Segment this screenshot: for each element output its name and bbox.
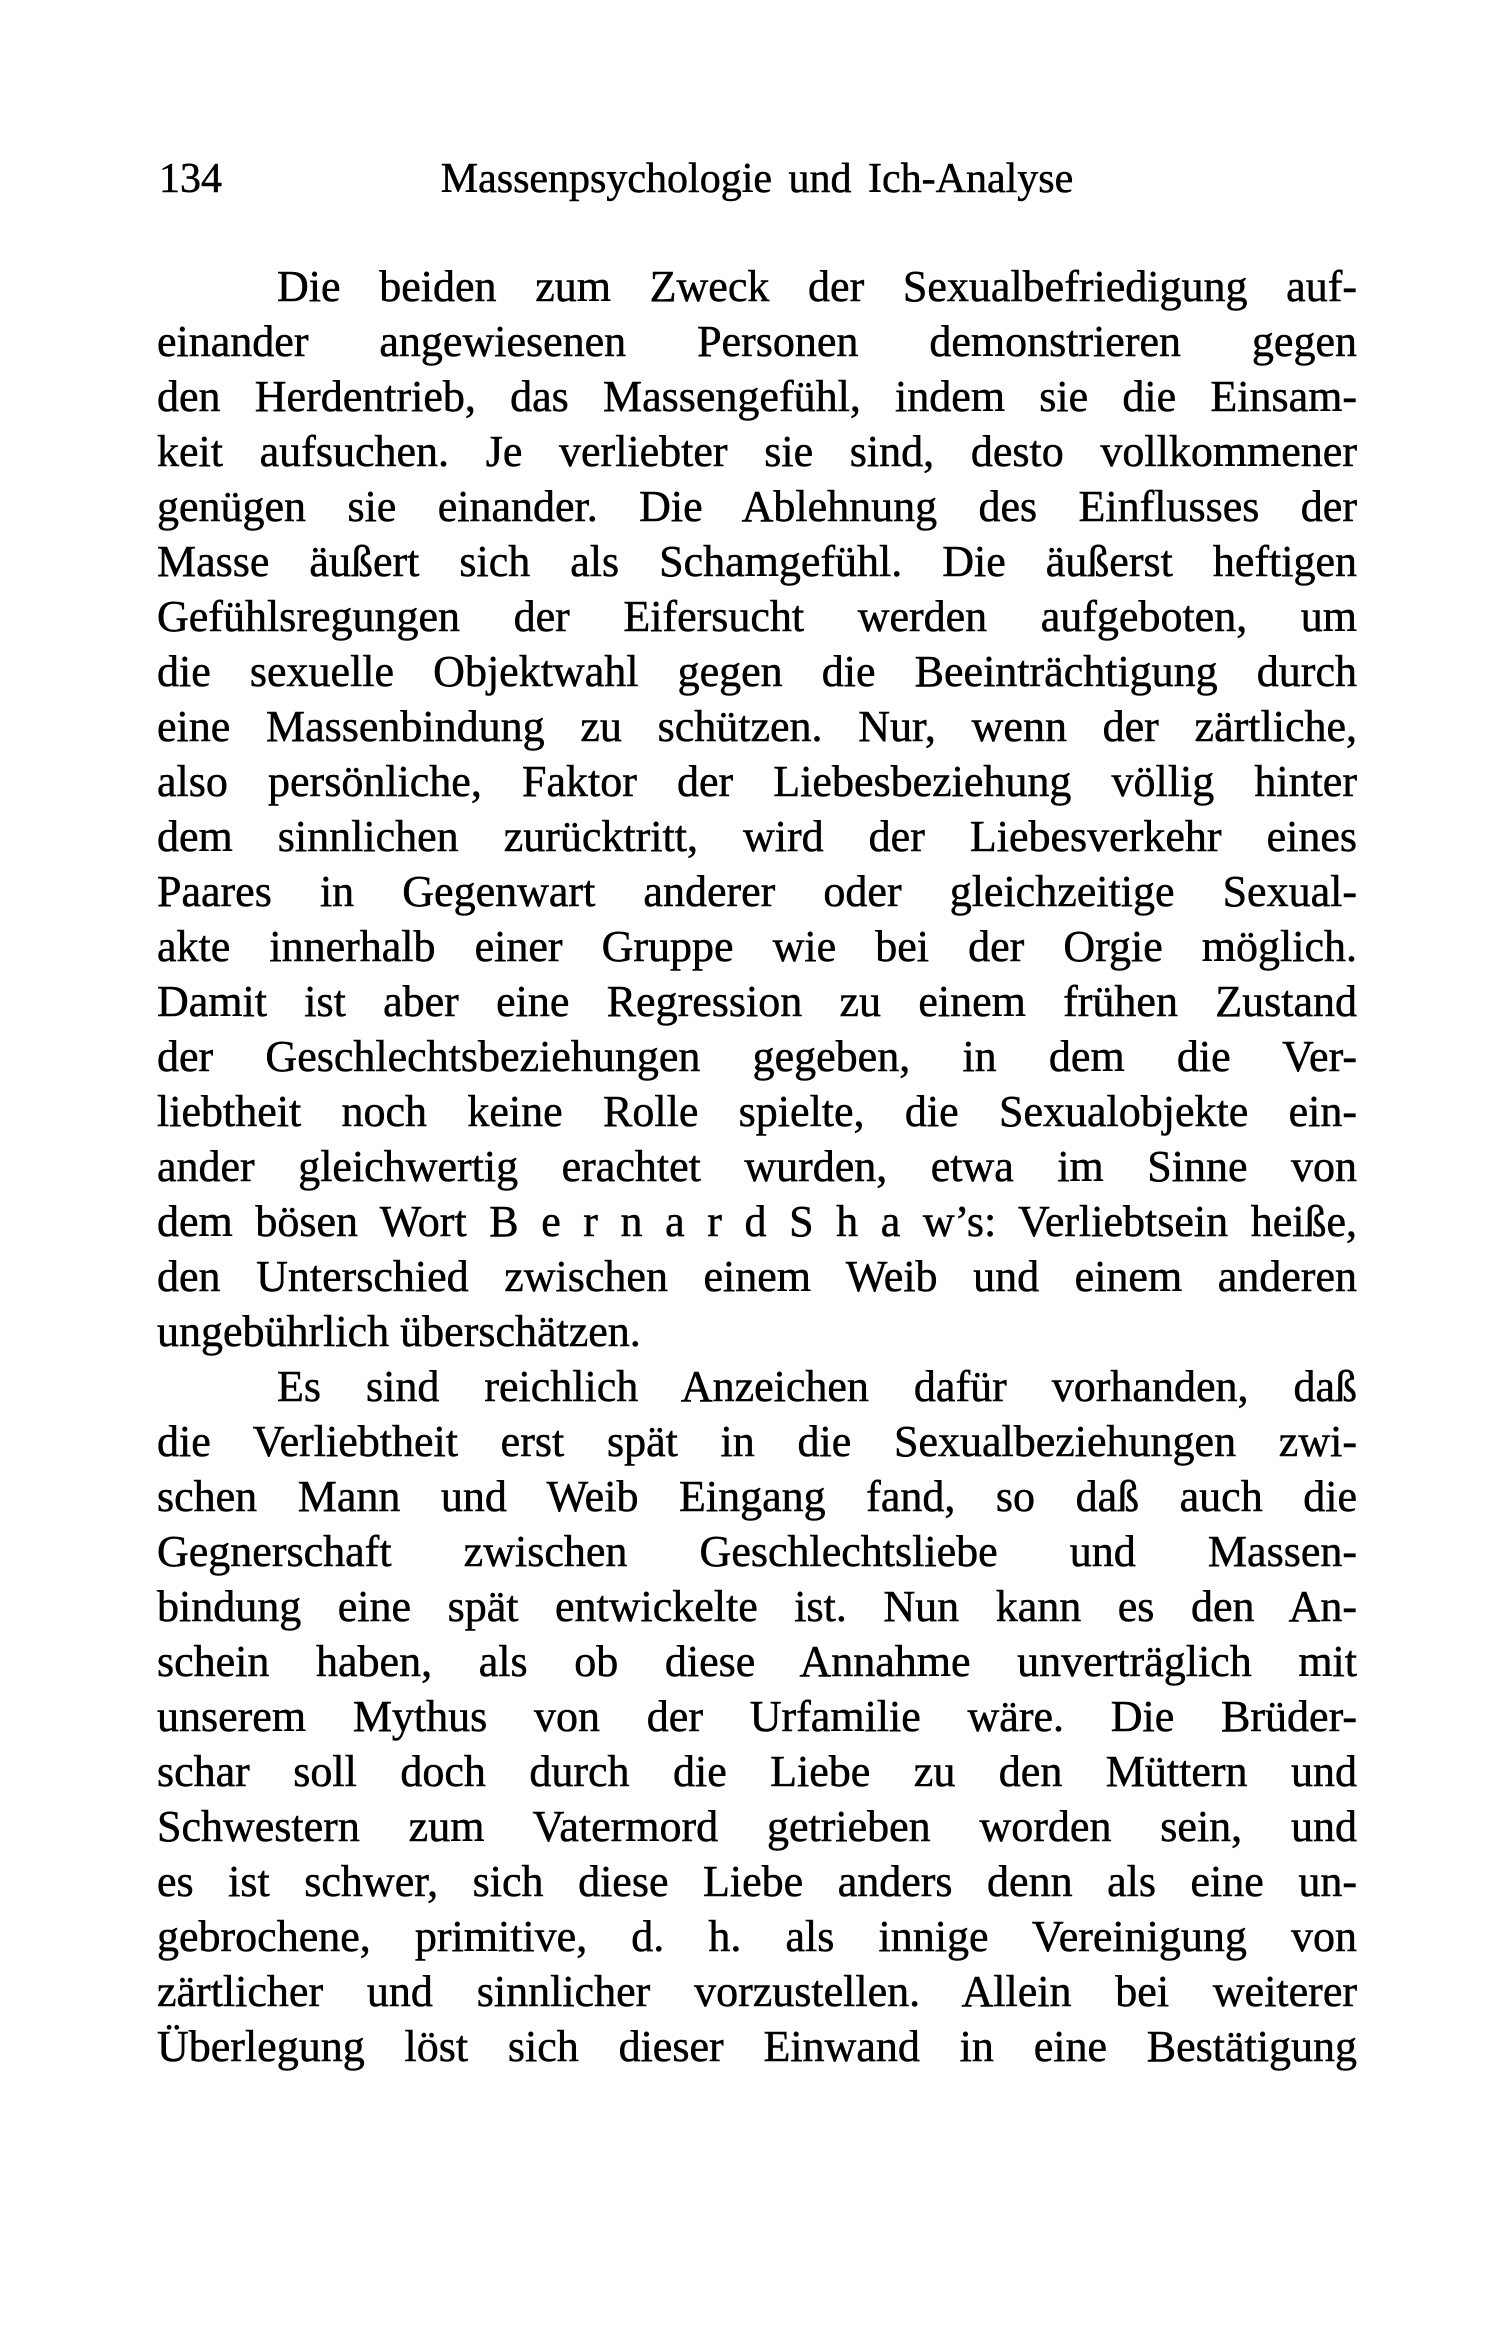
text-line: den Herdentrieb, das Massengefühl, indem sie die Einsam- [157, 372, 1357, 421]
page-number: 134 [159, 156, 222, 202]
text-line: schar soll doch durch die Liebe zu den Müttern und [157, 1747, 1357, 1796]
text-line: Masse äußert sich als Schamgefühl. Die äußerst heftigen [157, 537, 1357, 586]
text-line: schein haben, als ob diese Annahme unverträglich mit [157, 1637, 1357, 1686]
text-line: genügen sie einander. Die Ablehnung des Einflusses der [157, 482, 1357, 531]
text-line: einander angewiesenen Personen demonstrieren gegen [157, 317, 1357, 366]
text-line: gebrochene, primitive, d. h. als innige Vereinigung von [157, 1912, 1357, 1961]
text-line: ungebührlich überschätzen. [157, 1307, 641, 1356]
text-line: Überlegung löst sich dieser Einwand in eine Bestätigung [157, 2022, 1357, 2071]
text-line: Gefühlsregungen der Eifersucht werden aufgeboten, um [157, 592, 1357, 641]
text-line: schen Mann und Weib Eingang fand, so daß auch die [157, 1472, 1357, 1521]
text-line: unserem Mythus von der Urfamilie wäre. Die Brüder- [157, 1692, 1357, 1741]
text-line: zärtlicher und sinnlicher vorzustellen. Allein bei weiterer [157, 1967, 1357, 2016]
text-line: also persönliche, Faktor der Liebesbeziehung völlig hinter [157, 757, 1357, 806]
text-line: Gegnerschaft zwischen Geschlechtsliebe und Massen- [157, 1527, 1357, 1576]
text-line: die sexuelle Objektwahl gegen die Beeinträchtigung durch [157, 647, 1357, 696]
text-line: den Unterschied zwischen einem Weib und einem anderen [157, 1252, 1357, 1301]
text-line: Schwestern zum Vatermord getrieben worden sein, und [157, 1802, 1357, 1851]
text-line: Es sind reichlich Anzeichen dafür vorhanden, daß [277, 1362, 1357, 1411]
text-line: der Geschlechtsbeziehungen gegeben, in dem die Ver- [157, 1032, 1357, 1081]
text-line: keit aufsuchen. Je verliebter sie sind, desto vollkommener [157, 427, 1357, 476]
text-line: Paares in Gegenwart anderer oder gleichzeitige Sexual- [157, 867, 1357, 916]
text-line: dem bösen Wort B e r n a r d S h a w’s: Verliebtsein heiße, [157, 1197, 1357, 1246]
text-line: Damit ist aber eine Regression zu einem frühen Zustand [157, 977, 1357, 1026]
text-line: dem sinnlichen zurücktritt, wird der Liebesverkehr eines [157, 812, 1357, 861]
text-line: akte innerhalb einer Gruppe wie bei der Orgie möglich. [157, 922, 1357, 971]
text-line: es ist schwer, sich diese Liebe anders denn als eine un- [157, 1857, 1357, 1906]
text-line: die Verliebtheit erst spät in die Sexualbeziehungen zwi- [157, 1417, 1357, 1466]
text-line: bindung eine spät entwickelte ist. Nun kann es den An- [157, 1582, 1357, 1631]
running-title: Massenpsychologie und Ich-Analyse [440, 156, 1074, 202]
page-header [157, 156, 1357, 202]
text-line: liebtheit noch keine Rolle spielte, die Sexualobjekte ein- [157, 1087, 1357, 1136]
text-line: ander gleichwertig erachtet wurden, etwa im Sinne von [157, 1142, 1357, 1191]
text-line: eine Massenbindung zu schützen. Nur, wenn der zärtliche, [157, 702, 1357, 751]
body-text [157, 259, 1357, 2074]
text-line: Die beiden zum Zweck der Sexualbefriedigung auf- [277, 262, 1357, 311]
